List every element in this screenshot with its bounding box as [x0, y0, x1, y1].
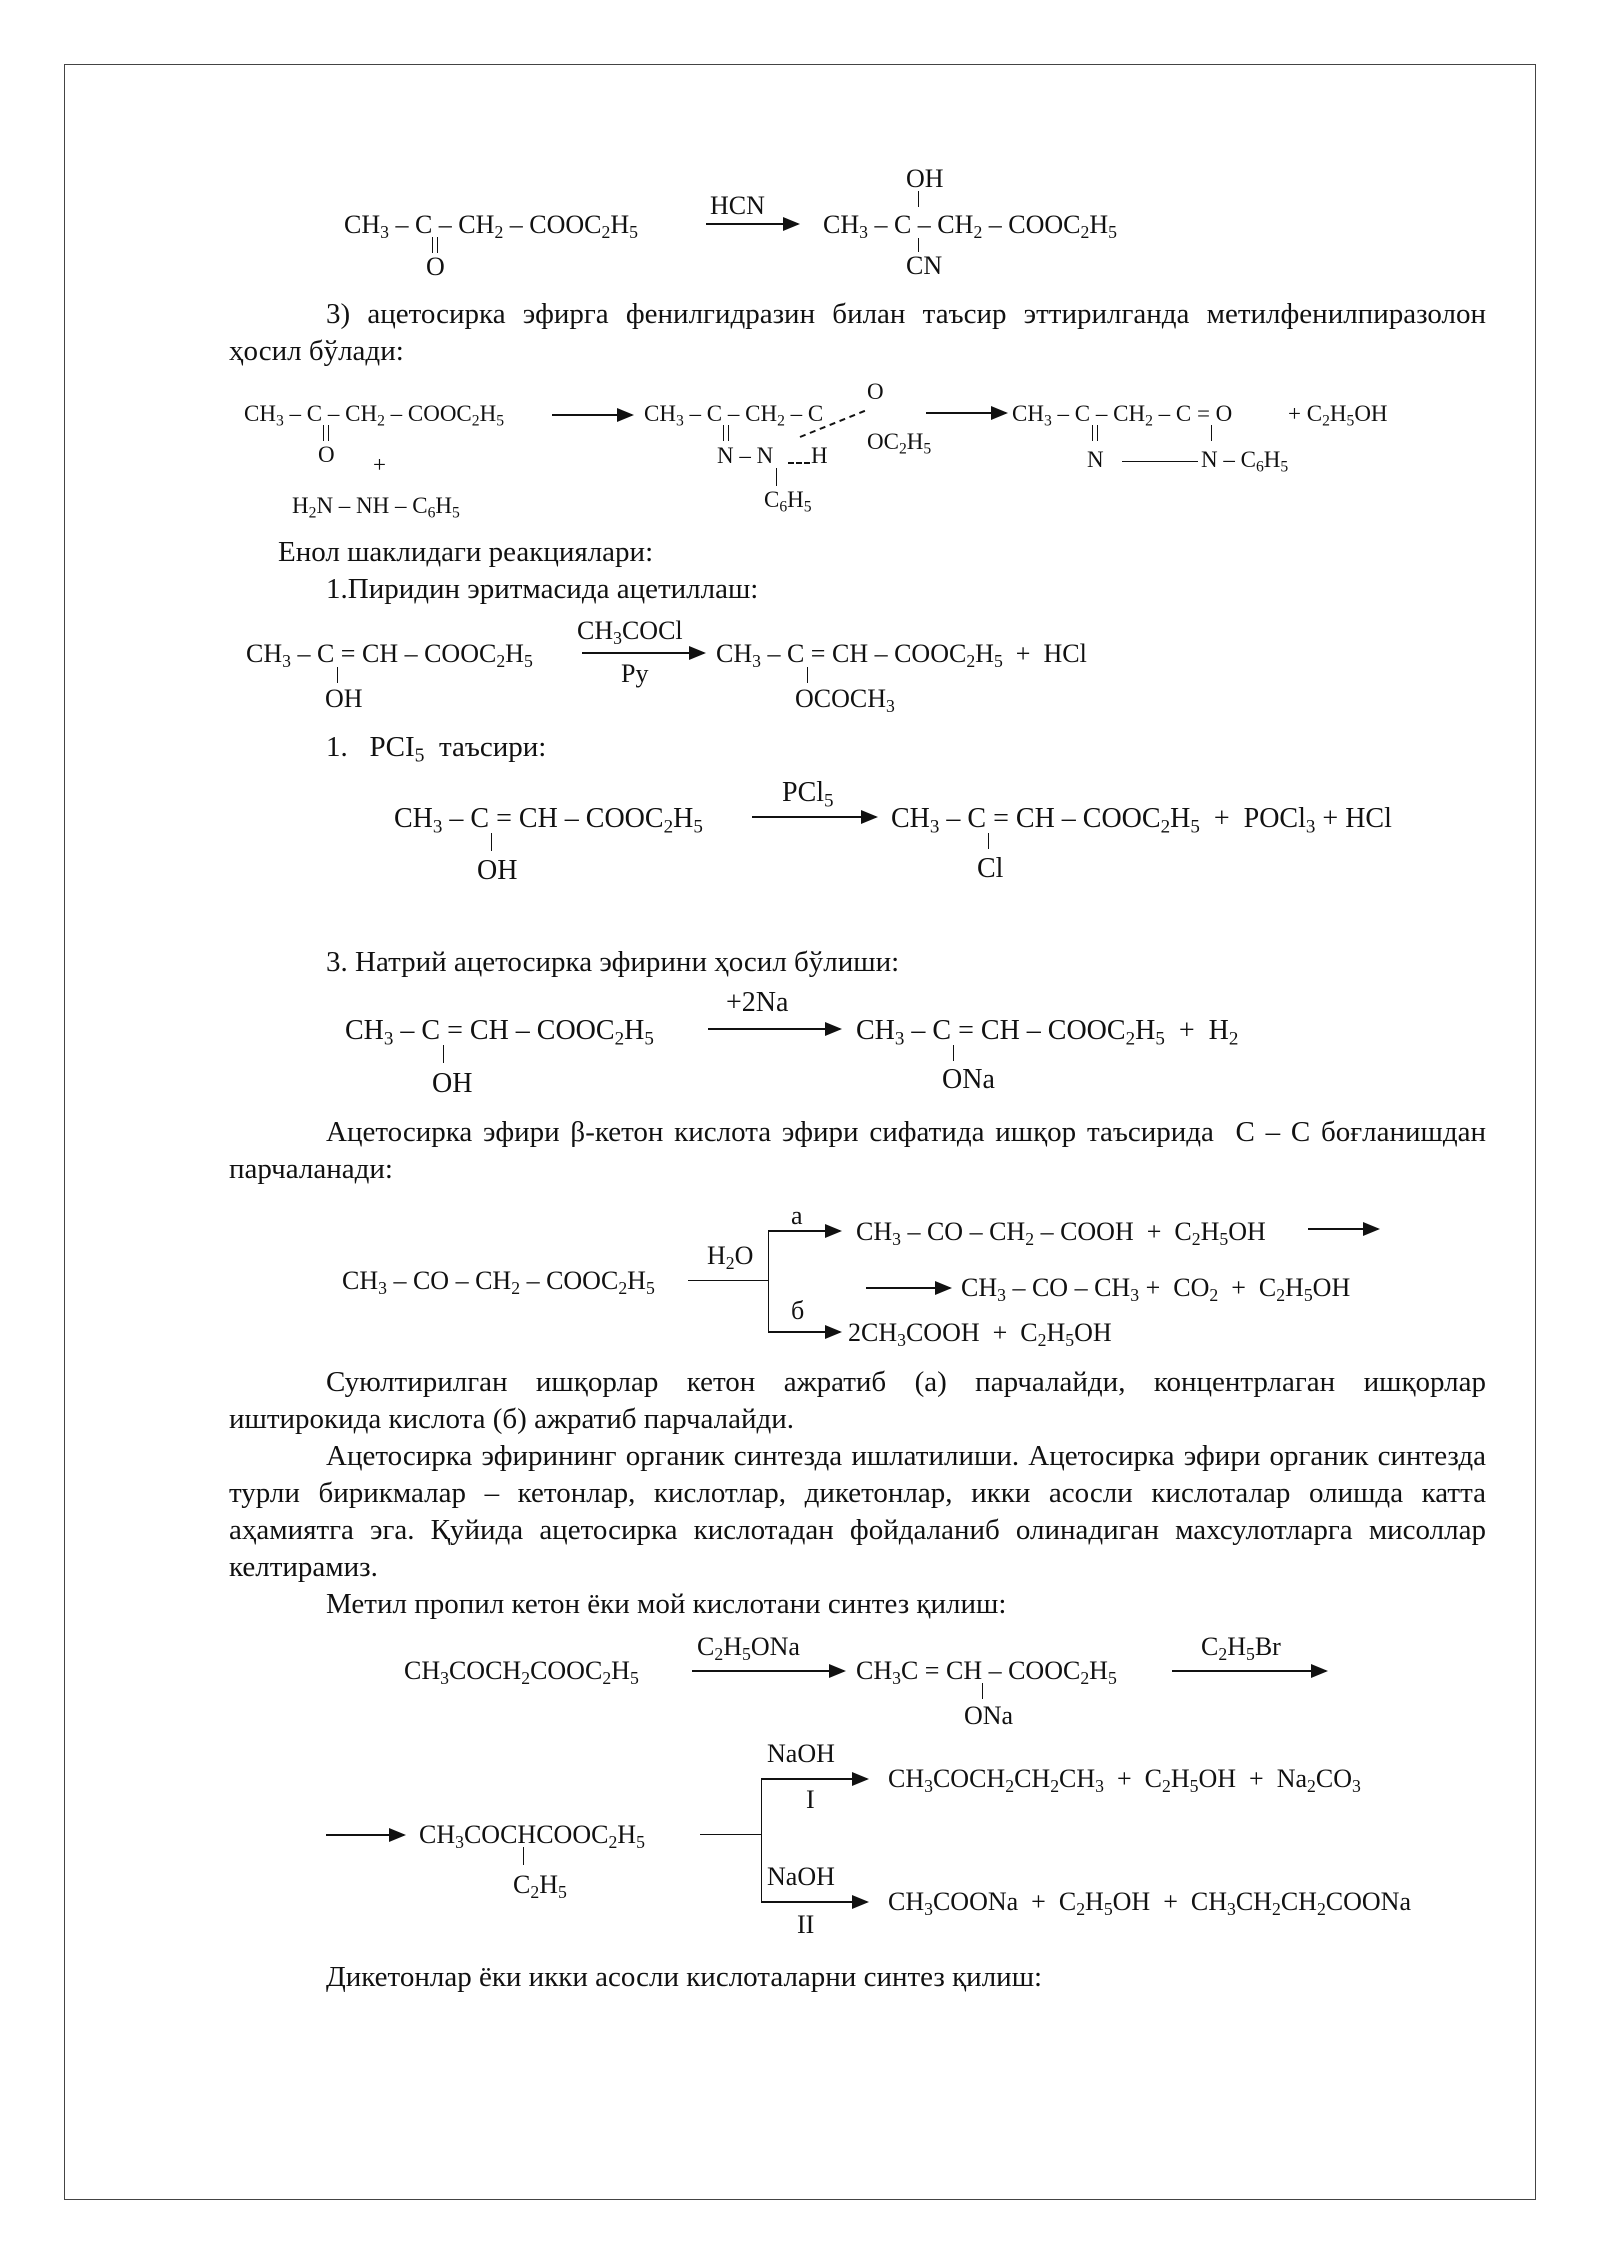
formula: $2CH_3COOH + C_2H_5OH$: [848, 1318, 1112, 1350]
bond-line: [491, 833, 492, 851]
atom-label: OH: [432, 1068, 473, 1099]
reagent-label: $H_2O$: [707, 1241, 754, 1273]
formula: $CH_3$ – C = CH – $COOC_2H_5$: [246, 639, 533, 671]
bond-line: [523, 1847, 524, 1865]
branch-line: [761, 1778, 762, 1902]
reagent-label: HCN: [710, 191, 765, 220]
formula: $CH_3COCH_2COOC_2H_5$: [404, 1656, 639, 1688]
formula: $CH_3$ – C = CH – $COOC_2H_5$: [394, 803, 703, 838]
formula: ONa: [964, 1701, 1014, 1730]
formula: $CH_3$ – C = CH – $COOC_2H_5$: [345, 1015, 654, 1050]
reaction-arrow: [706, 223, 798, 225]
atom-label: O: [867, 379, 884, 404]
formula: N – $C_6H_5$: [1201, 447, 1289, 476]
formula: $CH_3 - C - CH_2 - C = O$: [1012, 401, 1233, 430]
bond-line: [1122, 461, 1198, 462]
reagent-label: Py: [621, 659, 649, 688]
branch-line: [768, 1230, 769, 1332]
reaction-arrow: [752, 816, 876, 818]
reaction-arrow: [926, 412, 1006, 414]
reagent-label: NaOH: [767, 1862, 835, 1891]
formula: + $C_2H_5OH$: [1288, 401, 1388, 430]
reaction-arrow: [866, 1287, 950, 1289]
atom-label: ONa: [942, 1064, 995, 1095]
bond-line: [918, 238, 919, 252]
formula: $CH_3$ – C – $CH_2$ – C: [644, 401, 824, 430]
atom-label: $OC_2H_5$: [867, 429, 932, 458]
paragraph: Ацетосирка эфирининг органик синтезда ишлатилиши. Ацетосирка эфири органик синтезда турли бирикмалар – кетонлар, кислотлар, дикетонлар, икки асосли кислоталар олишда катта аҳамиятга эга. Қуйида ацетосирка кислотадан фойдаланиб олинадиган махсулотларга мисоллар келтирамиз.: [229, 1440, 1486, 1583]
reagent-label: $C_2H_5Br$: [1201, 1632, 1281, 1664]
atom-label: OH: [477, 855, 518, 886]
reaction-arrow: [552, 414, 632, 416]
subheading: 1.Пиридин эритмасида ацетиллаш:: [326, 573, 759, 605]
atom-label: OH: [325, 684, 363, 713]
reaction-arrow: [326, 1834, 404, 1836]
reaction-arrow: [708, 1028, 840, 1030]
bond-line: [1211, 425, 1212, 441]
formula: $C_2H_5$: [513, 1870, 567, 1902]
atom-label: N – N: [717, 443, 774, 468]
reaction-arrow: [582, 652, 704, 654]
atom-label: OH: [906, 164, 944, 193]
formula: $CH_3$ – CO – $CH_2$ – $COOC_2H_5$: [342, 1266, 655, 1298]
reaction-arrow: [768, 1331, 840, 1333]
formula: $CH_3COCH_2CH_2CH_3 + C_2H_5OH + Na_2CO_3$: [888, 1764, 1361, 1796]
bond-dashed: [788, 462, 810, 464]
reaction-arrow: [1308, 1228, 1378, 1230]
atom-label: O: [318, 442, 335, 467]
reagent-label: $C_2H_5ONa$: [697, 1632, 800, 1664]
formula: $CH_3COCHCOOC_2H_5$: [419, 1820, 645, 1852]
formula: $CH_3$ – C – $CH_2$ – $COOC_2H_5$: [823, 210, 1117, 242]
subheading: Дикетонлар ёки икки асосли кислоталарни синтез қилиш:: [326, 1961, 1043, 1993]
bond-line: [443, 1045, 444, 1063]
reaction-arrow: [761, 1778, 867, 1780]
atom-label: Cl: [977, 853, 1004, 884]
paragraph: Суюлтирилган ишқорлар кетон ажратиб (а) парчалайди, концентрлаган ишқорлар иштирокида кислота (б) ажратиб парчалайди.: [229, 1366, 1486, 1435]
bond-line: [982, 1683, 983, 1699]
bond-line: [700, 1834, 761, 1835]
bond-line: [807, 667, 808, 683]
subheading: 1. $PCI_5$ таъсири:: [326, 731, 547, 767]
bond-line: [337, 667, 338, 683]
branch-label-1: I: [806, 1785, 815, 1814]
atom-label: N: [1087, 447, 1104, 472]
paragraph: Ацетосирка эфири β-кетон кислота эфири сифатида ишқор таъсирида C – C боғланишдан парчаланади:: [229, 1116, 1486, 1185]
reaction-arrow: [1172, 1670, 1326, 1672]
bond-line: [776, 468, 777, 486]
bond-line: [988, 833, 989, 849]
formula: $CH_3$ – C = CH – $COOC_2H_5$ + POCl$_3$ + HCl: [891, 803, 1392, 838]
double-bond: [323, 425, 329, 441]
formula: $CH_3$ – C = CH – $COOC_2H_5 + H_2$: [856, 1015, 1239, 1050]
section-heading: Енол шаклидаги реакциялари:: [278, 536, 654, 568]
reagent-label: PCl$_5$: [782, 777, 834, 812]
bond-line: [688, 1280, 768, 1281]
reaction-arrow: [768, 1230, 840, 1232]
double-bond: [432, 237, 438, 253]
formula: $CH_3$ – CO – $CH_2$ – COOH + $C_2H_5OH$: [856, 1217, 1266, 1249]
formula: $CH_3$ – C = CH – $COOC_2H_5$ + HCl: [716, 639, 1087, 671]
bond-line: [918, 191, 919, 207]
formula: $CH_3C$ = CH – $COOC_2H_5$: [856, 1656, 1117, 1688]
subheading: 3. Натрий ацетосирка эфирини ҳосил бўлиши:: [326, 946, 900, 978]
branch-label-b: б: [791, 1296, 805, 1325]
reagent-label: NaOH: [767, 1739, 835, 1768]
formula: $C_6H_5$: [764, 487, 812, 516]
bond-line: [953, 1045, 954, 1061]
reagent-label: +2Na: [726, 987, 789, 1018]
atom-label: O: [426, 252, 445, 281]
double-bond: [723, 425, 729, 441]
reagent-label: $CH_3COCl$: [577, 616, 683, 648]
atom-label: H: [811, 443, 828, 468]
formula: $CH_3$ – CO – $CH_3 + CO_2 + C_2H_5OH$: [961, 1273, 1351, 1305]
reaction-arrow: [692, 1670, 844, 1672]
branch-label-a: а: [791, 1201, 803, 1230]
formula: $OCOCH_3$: [795, 684, 895, 716]
subheading: Метил пропил кетон ёки мой кислотани синтез қилиш:: [326, 1588, 1007, 1620]
reaction-arrow: [761, 1901, 867, 1903]
atom-label: CN: [906, 251, 943, 280]
formula: $CH_3COONa + C_2H_5OH$ + $CH_3CH_2CH_2COONa$: [888, 1887, 1411, 1919]
plus-sign: +: [373, 452, 386, 477]
formula: $CH_3$ – C – $CH_2$ – $COOC_2H_5$: [244, 401, 505, 430]
formula: $H_2N$ – NH – $C_6H_5$: [292, 493, 460, 522]
double-bond: [1092, 425, 1098, 441]
paragraph: 3) ацетосирка эфирга фенилгидразин билан таъсир эттирилганда метилфенилпиразолон ҳосил бўлади:: [229, 298, 1486, 367]
branch-label-2: II: [797, 1910, 815, 1939]
formula: $CH_3$ – C – $CH_2$ – $COOC_2H_5$: [344, 210, 638, 242]
